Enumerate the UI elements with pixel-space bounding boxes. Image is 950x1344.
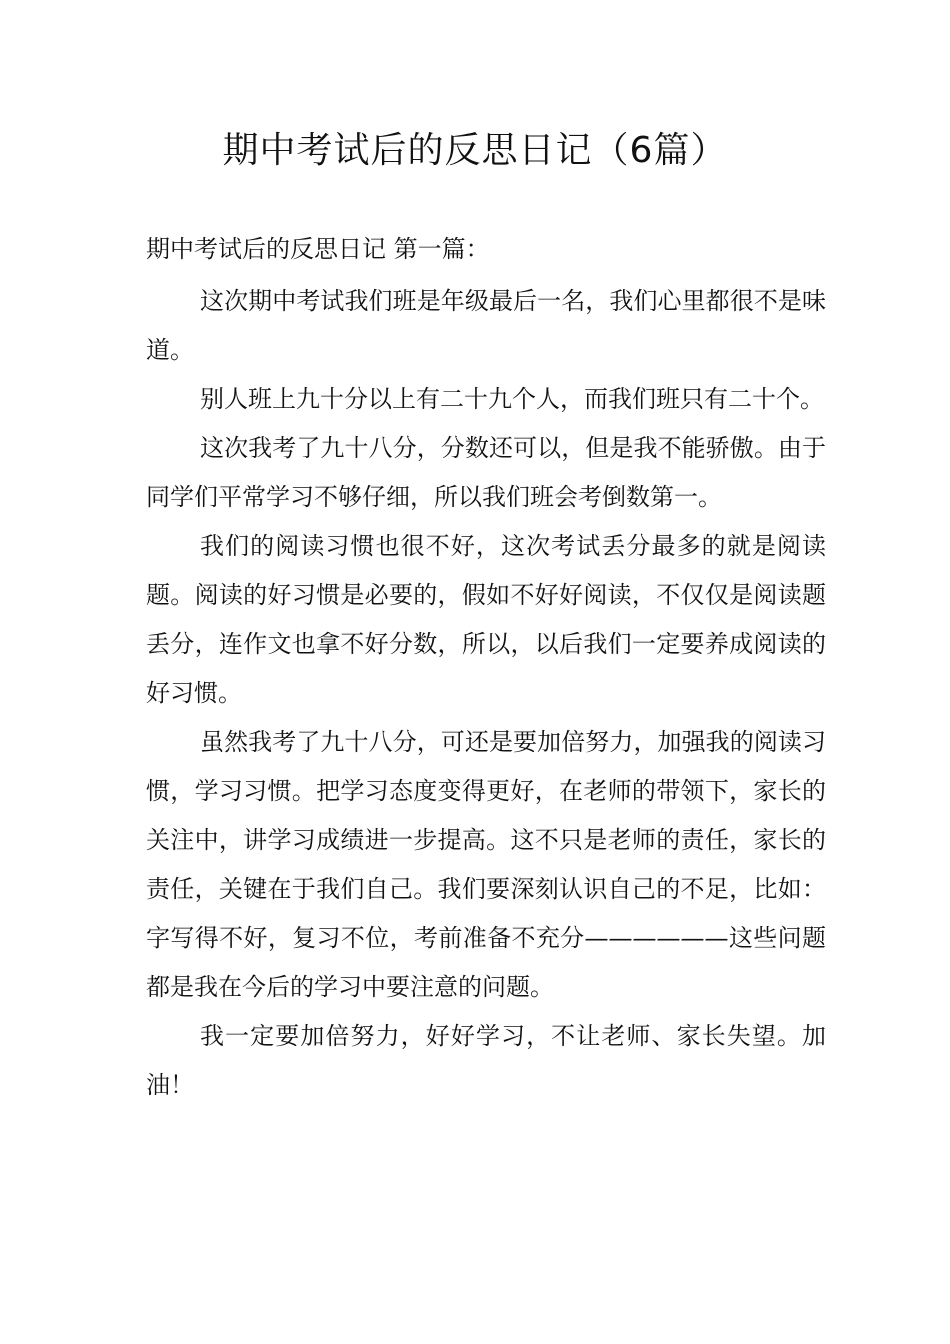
paragraph-2: 别人班上九十分以上有二十九个人，而我们班只有二十个。 [200,385,824,413]
paragraph-3: 这次我考了九十八分，分数还可以，但是我不能骄傲。由于同学们平常学习不够仔细，所以我们班会考倒数第一。 [146,434,826,511]
section-heading: 期中考试后的反思日记 第一篇： [146,235,490,263]
document-title: 期中考试后的反思日记（6篇） [222,130,728,171]
document-body [146,225,826,1110]
paragraph-4: 我们的阅读习惯也很不好，这次考试丢分最多的就是阅读题。阅读的好习惯是必要的，假如不好好阅读，不仅仅是阅读题丢分，连作文也拿不好分数，所以，以后我们一定要养成阅读的好习惯。 [146,532,826,707]
paragraph-5: 虽然我考了九十八分，可还是要加倍努力，加强我的阅读习惯，学习习惯。把学习态度变得更好，在老师的带领下，家长的关注中，讲学习成绩进一步提高。这不只是老师的责任，家长的责任，关键在于我们自己。我们要深刻认识自己的不足，比如：字写得不好，复习不位，考前准备不充分——————这些问题都是我在今后的学习中要注意的问题。 [146,728,826,1001]
paragraph-1: 这次期中考试我们班是年级最后一名，我们心里都很不是味道。 [146,287,826,364]
paragraph-6: 我一定要加倍努力，好好学习，不让老师、家长失望。加油！ [146,1022,826,1099]
